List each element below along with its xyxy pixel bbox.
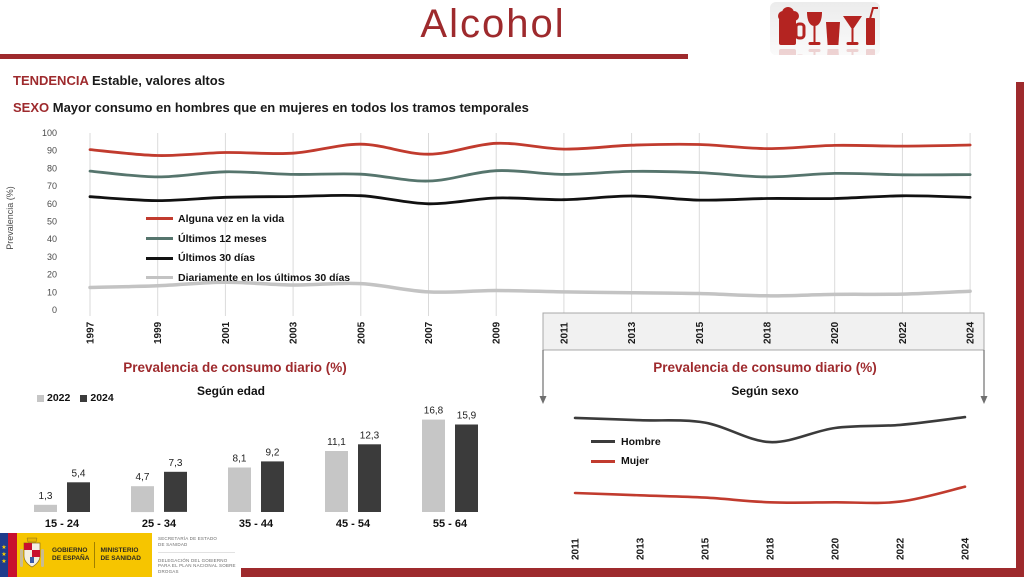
x-tick-label: 2015 — [700, 537, 712, 560]
y-tick-label: 90 — [46, 145, 57, 156]
delegacion-line1: DELEGACIÓN DEL GOBIERNO — [158, 557, 228, 563]
bar-2022 — [228, 468, 251, 513]
bar-category-label: 15 - 24 — [44, 518, 80, 530]
bar-value-label: 8,1 — [232, 453, 247, 465]
legend-line-swatch — [146, 257, 173, 260]
bar-category-label: 25 - 34 — [141, 518, 177, 530]
flag-red-strip — [8, 533, 17, 577]
y-tick-label: 80 — [46, 163, 57, 174]
x-tick-label: 2005 — [356, 321, 368, 344]
y-tick-label: 50 — [46, 216, 57, 227]
secretaria-line2: DE SANIDAD — [158, 541, 188, 547]
gov-logo — [0, 533, 241, 577]
drinks-icons — [770, 2, 880, 55]
bar-2022 — [422, 420, 445, 512]
secretaria-line1: SECRETARÍA DE ESTADO — [158, 536, 218, 541]
page-title: Alcohol — [420, 2, 566, 46]
main-chart-ylabel: Prevalencia (%) — [5, 186, 15, 250]
legend-item — [146, 268, 350, 288]
x-tick-label: 1997 — [85, 321, 97, 344]
logo-departments — [152, 533, 241, 577]
series-line-3 — [90, 195, 970, 204]
gobierno-line1: GOBIERNO — [52, 547, 88, 554]
y-tick-label: 30 — [46, 251, 57, 262]
age-bar-chart — [20, 400, 520, 535]
x-tick-label: 2011 — [570, 538, 582, 560]
x-tick-label: 2018 — [765, 537, 777, 560]
x-tick-label: 2018 — [762, 321, 774, 344]
bar-2024 — [164, 472, 187, 512]
legend-label: 2024 — [90, 392, 114, 404]
x-tick-label: 2024 — [960, 537, 972, 560]
bar-value-label: 16,8 — [423, 405, 444, 417]
y-tick-label: 100 — [41, 128, 57, 138]
bar-category-label: 45 - 54 — [335, 518, 371, 530]
legend-item — [146, 209, 350, 229]
bar-category-label: 55 - 64 — [432, 518, 468, 530]
eu-flag-strip — [0, 533, 8, 577]
x-tick-label: 2024 — [965, 321, 977, 344]
x-tick-label: 2022 — [897, 321, 909, 344]
bar-value-label: 7,3 — [168, 457, 183, 469]
tumbler-icon — [826, 22, 840, 45]
legend-label: Últimos 12 meses — [178, 232, 267, 245]
drinks-reflection — [778, 49, 878, 55]
legend-line-swatch — [146, 217, 173, 220]
x-tick-label: 2020 — [830, 321, 842, 344]
ministerio-line2: DE SANIDAD — [100, 555, 141, 562]
age-chart-title: Prevalencia de consumo diario (%) — [123, 360, 347, 375]
flag-yellow-box — [17, 533, 152, 577]
legend-label: Hombre — [621, 435, 661, 448]
star-icon: ★ — [1, 551, 7, 558]
y-tick-label: 70 — [46, 181, 57, 192]
sex-chart-title: Prevalencia de consumo diario (%) — [653, 360, 877, 375]
bar-value-label: 15,9 — [456, 410, 477, 422]
x-tick-label: 2011 — [559, 322, 571, 344]
x-tick-label: 2009 — [491, 321, 503, 344]
bar-value-label: 4,7 — [135, 472, 150, 484]
delegacion-line2: PARA EL PLAN NACIONAL SOBRE DROGAS — [158, 563, 236, 574]
bar-value-label: 9,2 — [265, 447, 280, 459]
ministerio-text — [95, 547, 145, 563]
x-tick-label: 1999 — [153, 321, 165, 344]
right-accent-bar — [1016, 82, 1024, 577]
departments-divider — [158, 552, 235, 553]
x-tick-label: 2013 — [635, 537, 647, 560]
tendencia-value: Estable, valores altos — [91, 73, 225, 88]
bar-2022 — [131, 486, 154, 512]
legend-label: Diariamente en los últimos 30 días — [178, 271, 351, 284]
star-icon: ★ — [1, 544, 7, 551]
beer-mug-icon — [778, 7, 804, 45]
bar-value-label: 11,1 — [327, 437, 346, 448]
highball-straw-icon — [866, 8, 878, 45]
drinks-icon-box — [770, 2, 880, 55]
bar-value-label: 5,4 — [71, 468, 86, 480]
coat-of-arms-icon — [17, 535, 47, 575]
legend-item — [146, 248, 350, 268]
bottom-accent-bar — [233, 568, 1024, 577]
ministerio-line1: MINISTERIO — [100, 547, 139, 554]
series-line-2 — [90, 171, 970, 182]
y-tick-label: 10 — [46, 287, 57, 298]
main-chart-legend — [146, 209, 350, 288]
tendencia-label: TENDENCIA — [13, 73, 89, 88]
bar-category-label: 35 - 44 — [238, 518, 274, 530]
sex-line-chart — [530, 400, 1024, 570]
bar-2022 — [325, 451, 348, 512]
sexo-label: SEXO — [13, 100, 50, 115]
bar-2024 — [67, 482, 90, 512]
age-chart-subtitle: Según edad — [196, 384, 265, 398]
sex-chart-subtitle: Según sexo — [731, 384, 799, 398]
sexo-line — [13, 100, 529, 115]
x-tick-label: 2013 — [627, 321, 639, 344]
legend-label: 2022 — [47, 392, 71, 404]
x-tick-label: 2022 — [895, 537, 907, 560]
gobierno-line2: DE ESPAÑA — [52, 555, 90, 562]
header-rule — [0, 54, 688, 59]
legend-label: Alguna vez en la vida — [178, 212, 285, 225]
legend-item — [146, 229, 350, 249]
bar-2024 — [261, 461, 284, 512]
series-line-1 — [90, 143, 970, 155]
bar-2022 — [34, 505, 57, 512]
sexo-value: Mayor consumo en hombres que en mujeres en todos los tramos temporales — [52, 100, 529, 115]
bar-2024 — [358, 444, 381, 512]
gobierno-text — [47, 547, 94, 563]
tendencia-line — [13, 73, 225, 88]
x-tick-label: 2015 — [694, 321, 706, 344]
series-line-Hombre — [575, 417, 965, 442]
star-icon: ★ — [1, 558, 7, 565]
x-tick-label: 2020 — [830, 537, 842, 560]
bar-value-label: 1,3 — [38, 490, 53, 502]
x-tick-label: 2007 — [424, 321, 435, 344]
legend-label: Mujer — [621, 455, 650, 468]
x-tick-label: 2001 — [220, 321, 232, 344]
delegacion-text — [158, 558, 241, 575]
wine-glass-icon — [807, 12, 822, 45]
legend-label: Últimos 30 días — [178, 252, 256, 265]
legend-line-swatch — [146, 237, 173, 240]
y-tick-label: 40 — [46, 234, 57, 245]
x-tick-label: 2003 — [288, 321, 300, 344]
bar-value-label: 12,3 — [359, 430, 380, 442]
martini-icon — [843, 16, 862, 45]
y-tick-label: 0 — [51, 305, 57, 315]
y-tick-label: 20 — [46, 269, 57, 280]
legend-line-swatch — [146, 276, 173, 279]
bar-2024 — [455, 425, 478, 513]
y-tick-label: 60 — [46, 198, 57, 209]
series-line-Mujer — [575, 487, 965, 503]
secretaria-text — [158, 536, 241, 547]
